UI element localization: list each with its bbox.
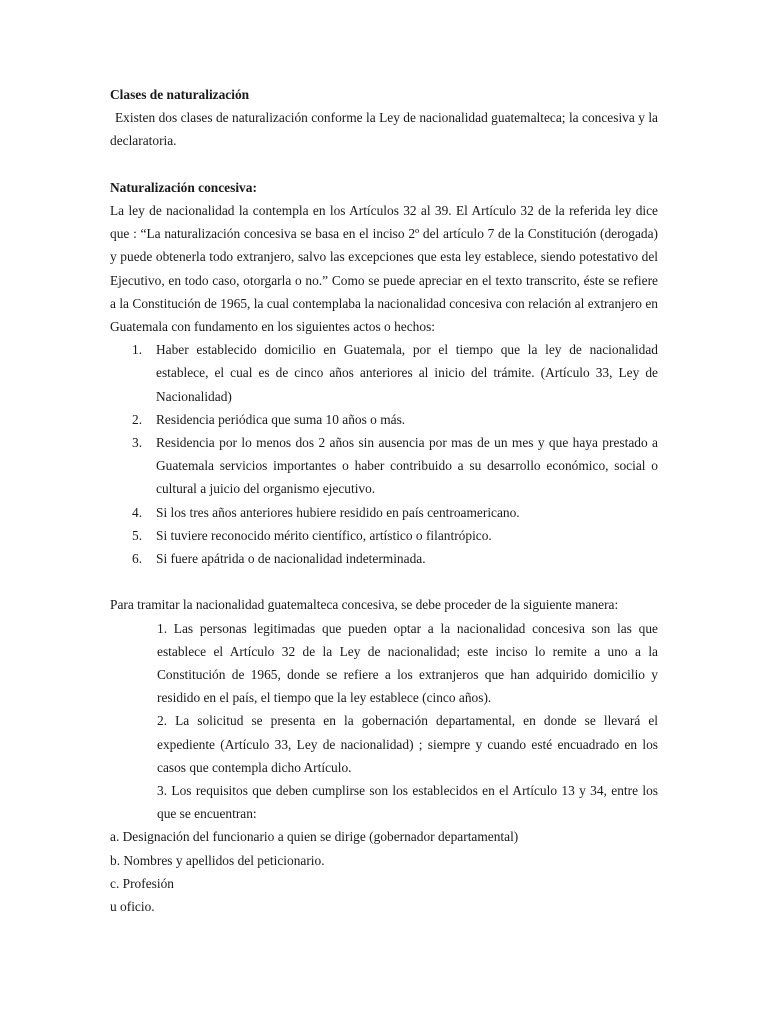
requirement-item: b. Nombres y apellidos del peticionario. bbox=[110, 852, 325, 868]
procedure-intro: Para tramitar la nacionalidad guatemalteca concesiva, se debe proceder de la siguiente manera: bbox=[110, 597, 619, 613]
numbered-list bbox=[110, 338, 658, 570]
list-item-number: 3. bbox=[132, 435, 143, 451]
document-page bbox=[110, 83, 658, 918]
list-item-text: Residencia por lo menos dos 2 años sin ausencia por mas de un mes y que haya prestado a Guatemala servicios importantes o haber contribuido a su desarrollo económico, social o cultural a juicio del organismo ejecutivo. bbox=[156, 435, 658, 497]
document-title: Clases de naturalización bbox=[110, 87, 250, 102]
list-item bbox=[110, 338, 658, 408]
section-heading: Naturalización concesiva: bbox=[110, 179, 257, 195]
list-item-text: Si fuere apátrida o de nacionalidad indeterminada. bbox=[156, 551, 426, 567]
intro-paragraph: Existen dos clases de naturalización conforme la Ley de nacionalidad guatemalteca; la concesiva y la declaratoria. bbox=[110, 110, 658, 149]
list-item bbox=[110, 431, 658, 501]
procedure-step: 2. La solicitud se presenta en la gobernación departamental, en donde se llevará el expediente (Artículo 33, Ley de nacionalidad) ; siempre y cuando esté encuadrado en los casos que contempla dicho Artículo. bbox=[157, 713, 658, 775]
spacer bbox=[110, 153, 658, 176]
list-item bbox=[110, 524, 658, 547]
list-item-text: Si los tres años anteriores hubiere residido en país centroamericano. bbox=[156, 504, 520, 520]
list-item-text: Si tuviere reconocido mérito científico, artístico o filantrópico. bbox=[156, 527, 492, 543]
requirement-item: c. Profesión bbox=[110, 875, 174, 891]
list-item-number: 1. bbox=[132, 342, 143, 358]
procedure-steps bbox=[110, 617, 658, 826]
list-item bbox=[110, 547, 658, 570]
requirement-item: u oficio. bbox=[110, 899, 155, 915]
list-item-number: 5. bbox=[132, 527, 143, 543]
list-item-number: 6. bbox=[132, 551, 143, 567]
list-item-number: 2. bbox=[132, 411, 143, 427]
requirement-item: a. Designación del funcionario a quien se dirige (gobernador departamental) bbox=[110, 829, 519, 845]
spacer bbox=[110, 570, 658, 593]
list-item-text: Residencia periódica que suma 10 años o más. bbox=[156, 411, 406, 427]
section-paragraph: La ley de nacionalidad la contempla en los Artículos 32 al 39. El Artículo 32 de la referida ley dice que : “La naturalización concesiva se basa en el inciso 2º del artículo 7 de la Constitución (derogada) y puede obtenerla todo extranjero, salvo las excepciones que esta ley establece, siendo potestativo del Ejecutivo, en todo caso, otorgarla o no.” Como se puede apreciar en el texto transcrito, éste se refiere a la Constitución de 1965, la cual contemplaba la nacionalidad concesiva con relación al extranjero en Guatemala con fundamento en los siguientes actos o hechos: bbox=[110, 203, 658, 335]
list-item bbox=[110, 408, 658, 431]
list-item-number: 4. bbox=[132, 504, 143, 520]
list-item-text: Haber establecido domicilio en Guatemala, por el tiempo que la ley de nacionalidad establece, el cual es de cinco años anteriores al inicio del trámite. (Artículo 33, Ley de Nacionalidad) bbox=[156, 342, 658, 404]
procedure-step: 3. Los requisitos que deben cumplirse son los establecidos en el Artículo 13 y 34, entre los que se encuentran: bbox=[157, 783, 658, 822]
list-item bbox=[110, 501, 658, 524]
requirements-list bbox=[110, 825, 658, 918]
procedure-step: 1. Las personas legitimadas que pueden optar a la nacionalidad concesiva son las que establece el Artículo 32 de la Ley de nacionalidad; este inciso lo remite a uno a la Constitución de 1965, donde se refiere a los extranjeros que han adquirido domicilio y residido en el país, el tiempo que la ley establece (cinco años). bbox=[157, 620, 658, 706]
